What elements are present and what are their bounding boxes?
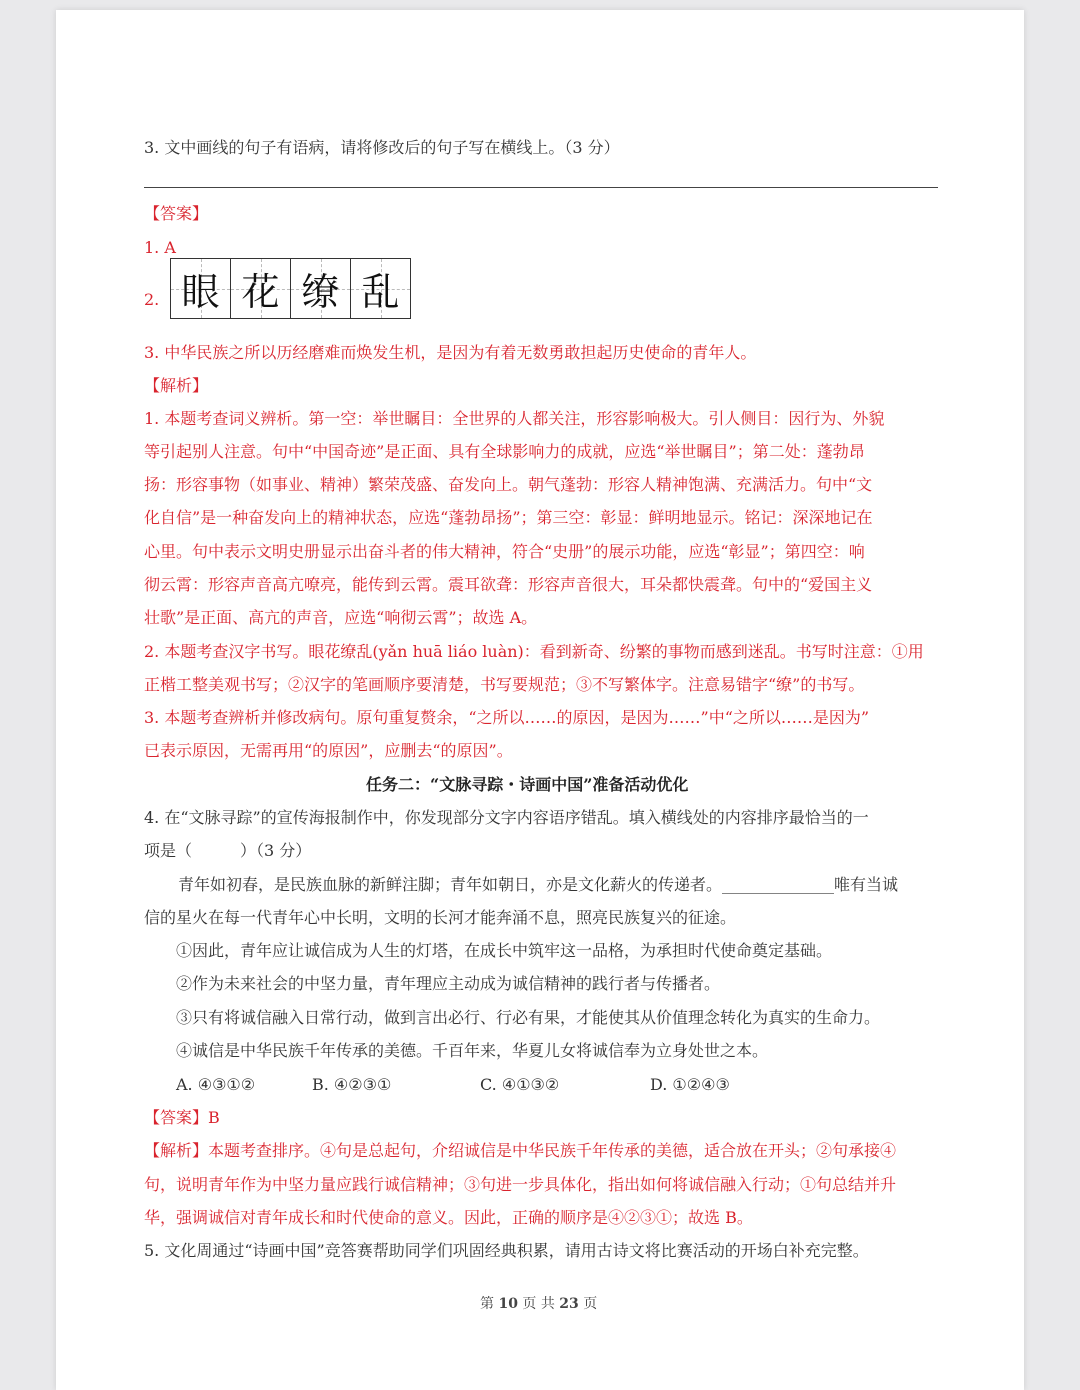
option-sentence: ③只有将诚信融入日常行动，做到言出必行、行必有果，才能使其从价值理念转化为真实的生命力。: [176, 1008, 881, 1027]
grid-cell: 花: [230, 259, 290, 318]
passage-line: 信的星火在每一代青年心中长明，文明的长河才能奔涌不息，照亮民族复兴的征途。: [144, 908, 737, 927]
passage-line: 青年如初春，是民族血脉的新鲜注脚；青年如朝日，亦是文化薪火的传递者。______________唯有当诚: [178, 875, 899, 894]
q4-analysis-line: 【解析】本题考查排序。④句是总起句，介绍诚信是中华民族千年传承的美德，适合放在开头；②句承接④: [144, 1141, 897, 1160]
answer-2-number: 2.: [144, 290, 160, 309]
footer-total-pages: 23: [559, 1296, 579, 1312]
q4-analysis-line: 句，说明青年作为中坚力量应践行诚信精神；③句进一步具体化，指出如何将诚信融入行动；①句总结并升: [144, 1175, 897, 1194]
q4-analysis-line: 华，强调诚信对青年成长和时代使命的意义。因此，正确的顺序是④②③①；故选 B。: [144, 1208, 753, 1227]
choice-d: D. ①②④③: [650, 1075, 730, 1094]
page-footer: [480, 1293, 597, 1315]
option-sentence: ①因此，青年应让诚信成为人生的灯塔，在成长中筑牢这一品格，为承担时代使命奠定基础。: [176, 941, 833, 960]
grid-cell: 缭: [290, 259, 350, 318]
option-sentence: ④诚信是中华民族千年传承的美德。千百年来，华夏儿女将诚信奉为立身处世之本。: [176, 1041, 769, 1060]
answer-1: 1. A: [144, 238, 176, 257]
footer-page-number: 10: [498, 1296, 518, 1312]
analysis-line: 扬：形容事物（如事业、精神）繁荣茂盛、奋发向上。朝气蓬勃：形容人精神饱满、充满活力。句中“文: [144, 475, 873, 494]
grid-cell: 乱: [350, 259, 410, 318]
answer-tag: 【答案】: [144, 204, 209, 223]
footer-suffix: 页: [583, 1296, 598, 1312]
analysis-line: 彻云霄：形容声音高亢嘹亮，能传到云霄。震耳欲聋：形容声音很大，耳朵都快震聋。句中的“爱国主义: [144, 575, 873, 594]
choice-c: C. ④①③②: [480, 1075, 560, 1094]
option-sentence: ②作为未来社会的中坚力量，青年理应主动成为诚信精神的践行者与传播者。: [176, 974, 721, 993]
answer-blank-line: [144, 187, 938, 188]
analysis-line: 等引起别人注意。句中“中国奇迹”是正面、具有全球影响力的成就，应选“举世瞩目”；第二处：蓬勃昂: [144, 442, 865, 461]
q4-answer: 【答案】B: [144, 1108, 220, 1127]
analysis-line: 化自信”是一种奋发向上的精神状态，应选“蓬勃昂扬”；第三空：彰显：鲜明地显示。铭记：深深地记在: [144, 508, 873, 527]
analysis-line: 3. 本题考查辨析并修改病句。原句重复赘余，“之所以……的原因，是因为……”中“之所以……是因为”: [144, 708, 870, 727]
choice-b: B. ④②③①: [312, 1075, 392, 1094]
answer-3: 3. 中华民族之所以历经磨难而焕发生机，是因为有着无数勇敢担起历史使命的青年人。: [144, 343, 757, 362]
analysis-line: 心里。句中表示文明史册显示出奋斗者的伟大精神，符合“史册”的展示功能，应选“彰显”；第四空：响: [144, 542, 865, 561]
question-3: 3. 文中画线的句子有语病，请将修改后的句子写在横线上。（3 分）: [144, 138, 620, 157]
analysis-line: 1. 本题考查词义辨析。第一空：举世瞩目：全世界的人都关注，形容影响极大。引人侧目：因行为、外貌: [144, 409, 885, 428]
analysis-line: 壮歌”是正面、高亢的声音，应选“响彻云霄”；故选 A。: [144, 608, 538, 627]
grid-cell: 眼: [171, 259, 230, 318]
analysis-line: 正楷工整美观书写；②汉字的笔画顺序要清楚，书写要规范；③不写繁体字。注意易错字“缭”的书写。: [144, 675, 865, 694]
question-4-line: 4. 在“文脉寻踪”的宣传海报制作中，你发现部分文字内容语序错乱。填入横线处的内容排序最恰当的一: [144, 808, 869, 827]
choice-a: A. ④③①②: [176, 1075, 256, 1094]
question-4-line: 项是（ ）（3 分）: [144, 841, 312, 860]
footer-mid: 页 共: [522, 1296, 555, 1312]
question-5: 5. 文化周通过“诗画中国”竞答赛帮助同学们巩固经典积累，请用古诗文将比赛活动的开场白补充完整。: [144, 1241, 869, 1260]
footer-prefix: 第: [480, 1296, 494, 1312]
analysis-line: 2. 本题考查汉字书写。眼花缭乱(yǎn huā liáo luàn)：看到新奇、纷繁的事物而感到迷乱。书写时注意：①用: [144, 642, 924, 661]
task-title: 任务二：“文脉寻踪・诗画中国”准备活动优化: [366, 775, 689, 794]
character-grid: [170, 258, 411, 319]
analysis-line: 已表示原因，无需再用“的原因”，应删去“的原因”。: [144, 741, 513, 760]
document-page: [56, 10, 1024, 1390]
analysis-tag: 【解析】: [144, 376, 209, 395]
